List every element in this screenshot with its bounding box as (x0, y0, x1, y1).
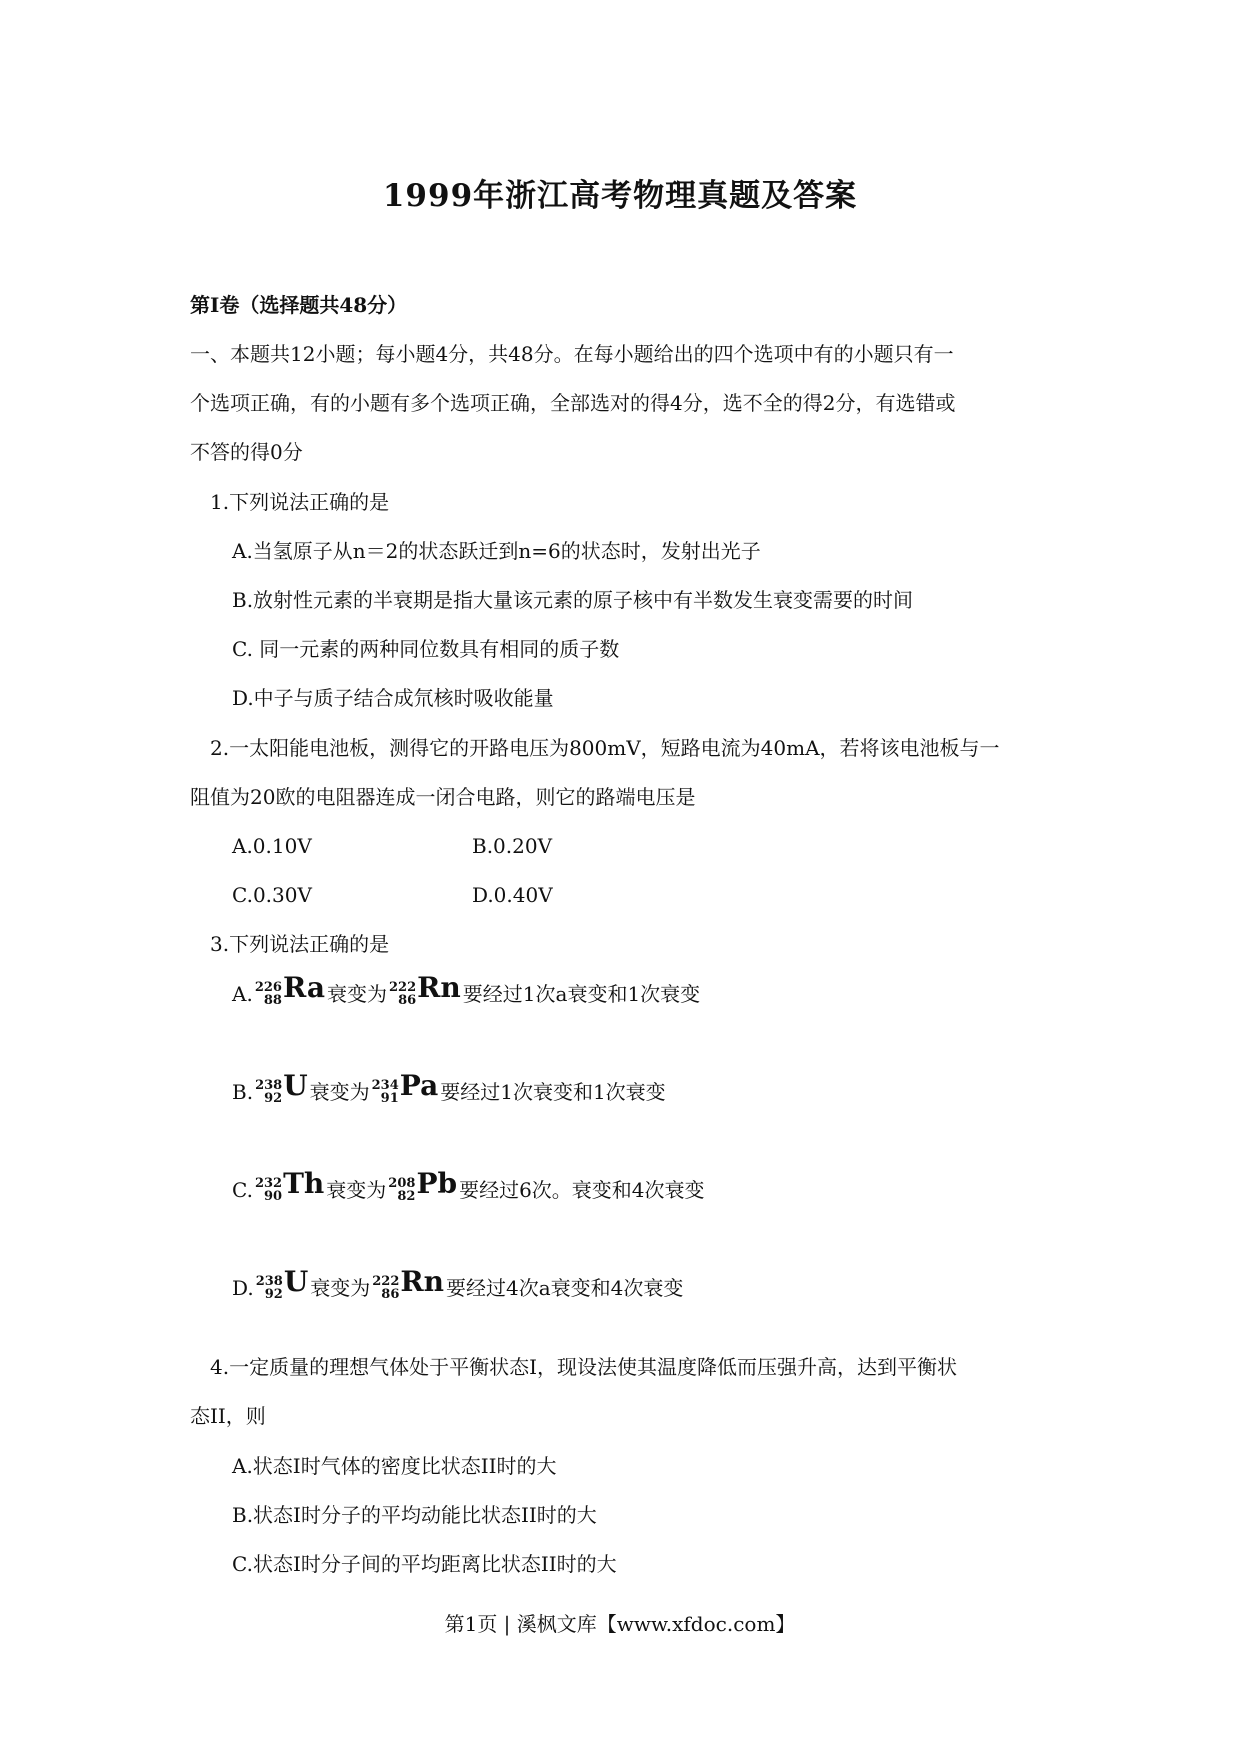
decay-condition: 要经过1次a衰变和1次衰变 (462, 982, 701, 1006)
nuclide-to (372, 1265, 445, 1302)
element-symbol: U (283, 1069, 308, 1102)
atomic-number: 91 (380, 1091, 399, 1106)
q3-option-b (232, 1069, 666, 1106)
atomic-number: 86 (398, 993, 417, 1008)
option-label: A. (232, 982, 253, 1006)
nuclide-to (388, 1167, 458, 1204)
instructions-line-3: 不答的得0分 (190, 440, 303, 464)
decay-condition: 要经过6次。衰变和4次衰变 (459, 1178, 705, 1202)
element-symbol: Rn (417, 971, 461, 1004)
atomic-number: 92 (264, 1091, 283, 1106)
atomic-number: 92 (264, 1287, 283, 1302)
decay-text: 衰变为 (309, 1080, 370, 1104)
mass-number: 222 (372, 1274, 400, 1289)
element-symbol: Th (283, 1167, 325, 1200)
q4-stem-line-1: 4.一定质量的理想气体处于平衡状态I，现设法使其温度降低而压强升高，达到平衡状 (210, 1355, 957, 1379)
q1-option-c: C. 同一元素的两种同位数具有相同的质子数 (232, 637, 620, 661)
mass-number: 226 (254, 980, 282, 995)
q3-option-c (232, 1167, 705, 1204)
option-label: C. (232, 1178, 253, 1202)
q2-option-d: D.0.40V (472, 883, 553, 907)
decay-text: 衰变为 (327, 982, 388, 1006)
q3-option-d (232, 1265, 684, 1302)
document-title: 1999年浙江高考物理真题及答案 (382, 178, 858, 214)
nuclide-from (255, 1265, 309, 1302)
decay-condition: 要经过1次衰变和1次衰变 (440, 1080, 666, 1104)
nuclide-from (255, 1069, 308, 1106)
mass-number: 232 (254, 1176, 283, 1191)
decay-text: 衰变为 (310, 1276, 371, 1300)
nuclide-to (371, 1069, 439, 1106)
mass-number: 222 (389, 980, 417, 995)
mass-number: 238 (255, 1078, 283, 1093)
q1-option-a: A.当氢原子从n＝2的状态跃迁到n=6的状态时，发射出光子 (232, 539, 761, 563)
option-label: D. (232, 1276, 254, 1300)
decay-text: 衰变为 (326, 1178, 387, 1202)
element-symbol: Pa (399, 1069, 439, 1102)
element-symbol: Rn (400, 1265, 445, 1298)
q4-option-b: B.状态I时分子的平均动能比状态II时的大 (232, 1503, 597, 1527)
section-heading: 第I卷（选择题共48分） (190, 293, 408, 317)
mass-number: 238 (255, 1274, 283, 1289)
nuclide-from (254, 971, 326, 1008)
atomic-number: 82 (397, 1189, 416, 1204)
decay-condition: 要经过4次a衰变和4次衰变 (446, 1276, 684, 1300)
q1-stem: 1.下列说法正确的是 (210, 490, 390, 514)
q2-stem-line-2: 阻值为20欧的电阻器连成一闭合电路，则它的路端电压是 (190, 785, 696, 809)
element-symbol: Pb (416, 1167, 458, 1200)
mass-number: 234 (371, 1078, 399, 1093)
element-symbol: Ra (282, 971, 326, 1004)
q1-option-b: B.放射性元素的半衰期是指大量该元素的原子核中有半数发生衰变需要的时间 (232, 588, 914, 612)
atomic-number: 86 (381, 1287, 400, 1302)
atomic-number: 90 (264, 1189, 283, 1204)
page-footer: 第1页 | 溪枫文库【www.xfdoc.com】 (444, 1612, 796, 1636)
q2-option-b: B.0.20V (472, 834, 553, 858)
option-label: B. (232, 1080, 254, 1104)
q1-option-d: D.中子与质子结合成氘核时吸收能量 (232, 686, 554, 710)
nuclide-to (389, 971, 461, 1008)
q4-stem-line-2: 态II，则 (190, 1404, 266, 1428)
atomic-number: 88 (263, 993, 282, 1008)
q3-option-a (232, 971, 701, 1008)
mass-number: 208 (388, 1176, 416, 1191)
q4-option-a: A.状态I时气体的密度比状态II时的大 (232, 1454, 557, 1478)
element-symbol: U (283, 1265, 309, 1298)
q4-option-c: C.状态I时分子间的平均距离比状态II时的大 (232, 1552, 617, 1576)
instructions-line-1: 一、本题共12小题；每小题4分，共48分。在每小题给出的四个选项中有的小题只有一 (190, 342, 954, 366)
q2-stem-line-1: 2.一太阳能电池板，测得它的开路电压为800mV，短路电流为40mA，若将该电池板与一 (210, 736, 1000, 760)
q3-stem: 3.下列说法正确的是 (210, 932, 390, 956)
q2-option-c: C.0.30V (232, 883, 312, 907)
instructions-line-2: 个选项正确，有的小题有多个选项正确，全部选对的得4分，选不全的得2分，有选错或 (190, 391, 956, 415)
nuclide-from (254, 1167, 325, 1204)
q2-option-a: A.0.10V (232, 834, 312, 858)
